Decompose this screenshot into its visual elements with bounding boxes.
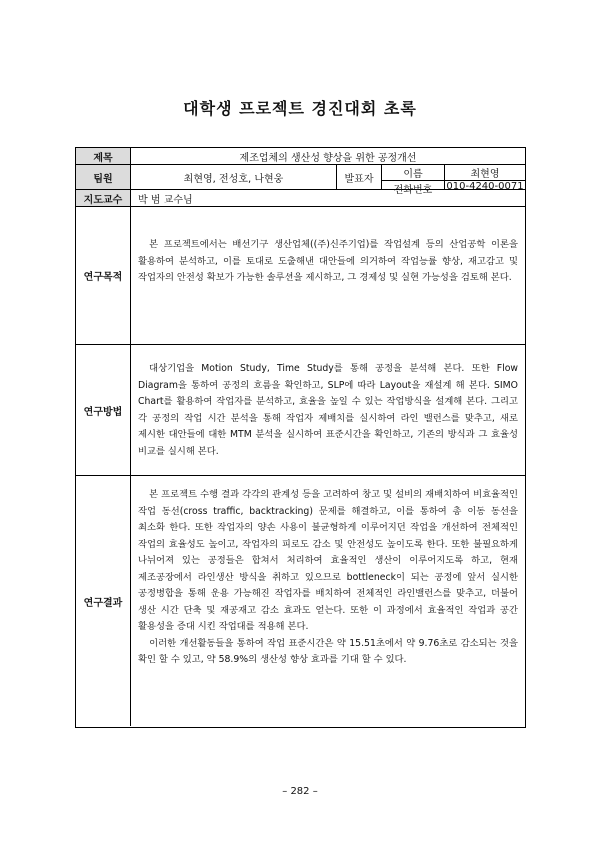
method-row [76, 345, 525, 476]
method-paragraph: 대상기업을 Motion Study, Time Study를 통해 공정을 분석해 본다. 또한 Flow Diagram을 통하여 공정의 흐름을 확인하고, SLP에 따라 Layout을 재설계 해 본다. SIMO Chart를 활용하여 작업자를 분석하고, 효율을 높일 수 있는 작업방식을 설계해 본다. 그리고 각 공정의 작업 시간 분석을 통해 작업자 제배치를 실시하여 라인 밸런스를 맞추고, 새로 제시한 대안들에 대한 MTM 분석을 실시하여 표준시간을 확인하고, 기존의 방식과 그 효율성 비교를 실시해 본다. [138, 363, 518, 457]
presenter-field-values [445, 165, 525, 192]
name-label: 이름 [382, 165, 444, 181]
project-title: 제조업체의 생산성 향상을 위한 공정개선 [239, 152, 417, 164]
result-paragraph-1: 본 프로젝트 수행 결과 각각의 관계성 등을 고려하여 창고 및 설비의 재배치하여 비효율적인 작업 동선(cross traffic, backtracking) 문제를 해결하고, 이를 통하여 총 이동 동선을 최소화 한다. 또한 작업자의 양손 사용이 불균형하게 이루어지던 작업을 개선하여 전체적인 작업의 효율성도 높이고, 작업자의 피로도 감소 및 안전성도 높이도록 한다. 또한 불필요하게 나뉘어져 있는 공정들은 합쳐서 처리하여 효율적인 생산이 이루어지도록 하고, 현재 제조공장에서 라인생산 방식을 취하고 있으므로 bottleneck이 되는 공정에 앞서 실시한 공정병합을 통해 운용 가능해진 작업자를 배치하여 전체적인 라인밸런스를 맞추고, 더불어 생산 시간 단축 및 재공재고 감소 효과도 얻는다. 또한 이 과정에서 효율적인 작업과 공간 활용성을 증대 시킨 작업대를 적용해 본다. [138, 489, 518, 632]
team-label: 팀원 [76, 165, 131, 189]
purpose-text [138, 237, 518, 287]
page-number: – 282 – [282, 786, 318, 797]
result-paragraph-2: 이러한 개선활동들을 통하여 작업 표준시간은 약 15.51초에서 약 9.76초로 감소되는 것을 확인 할 수 있고, 약 58.9%의 생산성 향상 효과를 기대 할 수 있다. [138, 637, 518, 665]
purpose-row [76, 207, 525, 345]
title-label: 제목 [76, 148, 131, 164]
result-text [138, 487, 518, 669]
purpose-paragraph: 본 프로젝트에서는 배선기구 생산업체((주)신주기업)를 작업설계 등의 산업공학 이론을 활용하여 분석하고, 이를 토대로 도출해낸 대안들에 의거하여 작업능률 향상, 재고감고 및 작업자의 안전성 확보가 가능한 솔루션을 제시하고, 그 경제성 및 실현 가능성을 검토해 본다. [138, 239, 518, 283]
presenter-phone: 010-4240-0071 [446, 181, 524, 192]
presenter-field-labels [382, 165, 445, 196]
team-row [76, 165, 525, 196]
result-label: 연구결과 [76, 476, 131, 726]
result-row [76, 476, 525, 726]
phone-label: 전화번호 [393, 185, 433, 196]
method-label: 연구방법 [76, 345, 131, 475]
advisor-row [76, 190, 525, 207]
abstract-table [75, 147, 526, 728]
presenter-name: 최현영 [445, 165, 525, 181]
method-text [138, 361, 518, 460]
page-title: 대학생 프로젝트 경진대회 초록 [183, 99, 417, 118]
advisor-name: 박 범 교수님 [138, 194, 193, 206]
purpose-label: 연구목적 [76, 207, 131, 344]
title-row [76, 148, 525, 165]
advisor-label: 지도교수 [76, 190, 131, 206]
team-members: 최현영, 전성호, 나현웅 [131, 165, 337, 189]
presenter-label: 발표자 [337, 165, 382, 189]
